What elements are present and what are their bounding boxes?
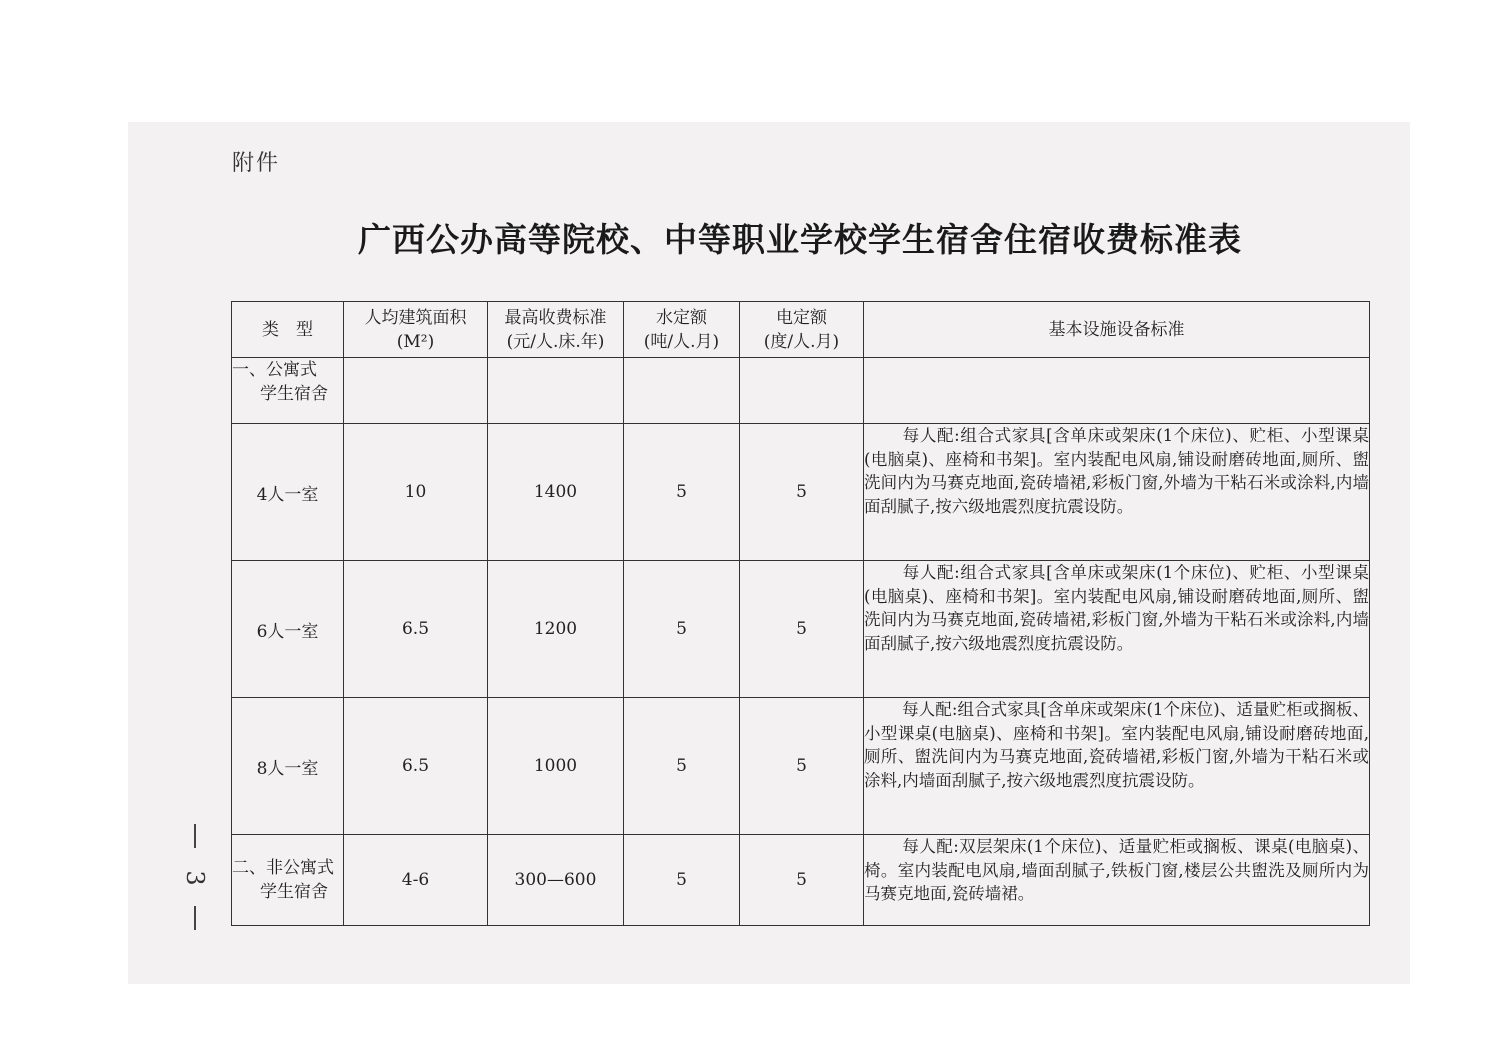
row-area: 10: [344, 424, 488, 561]
row-type: 4人一室: [232, 424, 344, 561]
row-power: 5: [740, 835, 864, 926]
row-water: 5: [624, 698, 740, 835]
row-fee: 1200: [488, 561, 624, 698]
header-row: [232, 302, 1370, 358]
page-number: [176, 824, 216, 934]
row-facilities: [864, 698, 1370, 835]
header-area: [344, 302, 488, 358]
row-area: 6.5: [344, 698, 488, 835]
row-fee: 1400: [488, 424, 624, 561]
row-water: 5: [624, 835, 740, 926]
row-facilities-text: 每人配:组合式家具[含单床或架床(1个床位)、贮柜、小型课桌(电脑桌)、座椅和书架]。室内装配电风扇,铺设耐磨砖地面,厕所、盥洗间内为马赛克地面,瓷砖墙裙,彩板门窗,外墙为干粘石米或涂料,内墙面刮腻子,按六级地震烈度抗震设防。: [864, 563, 1369, 653]
row-power: 5: [740, 561, 864, 698]
row-facilities: [864, 835, 1370, 926]
row-area: 6.5: [344, 561, 488, 698]
table-row: [232, 424, 1370, 561]
row-facilities-text: 每人配:双层架床(1个床位)、适量贮柜或搁板、课桌(电脑桌)、椅。室内装配电风扇,墙面刮腻子,铁板门窗,楼层公共盥洗及厕所内为马赛克地面,瓷砖墙裙。: [864, 837, 1369, 903]
empty-cell: [864, 358, 1370, 424]
row-facilities: [864, 561, 1370, 698]
header-area-unit: (M²): [396, 331, 435, 352]
table-row: [232, 835, 1370, 926]
section-non-apartment-label: [232, 835, 344, 926]
row-water: 5: [624, 561, 740, 698]
header-area-label: 人均建筑面积: [364, 307, 467, 328]
row-fee: 1000: [488, 698, 624, 835]
header-type: 类 型: [232, 302, 344, 358]
header-fee: [488, 302, 624, 358]
empty-cell: [740, 358, 864, 424]
section-apartment-line1: 一、公寓式: [232, 360, 317, 380]
row-fee: 300—600: [488, 835, 624, 926]
row-type: 6人一室: [232, 561, 344, 698]
empty-cell: [488, 358, 624, 424]
row-type: 8人一室: [232, 698, 344, 835]
row-power: 5: [740, 698, 864, 835]
header-water-label: 水定额: [656, 307, 707, 328]
section-non-apartment-line1: 二、非公寓式: [232, 858, 334, 878]
row-water: 5: [624, 424, 740, 561]
table-row: [232, 698, 1370, 835]
header-water-unit: (吨/人.月): [643, 331, 720, 352]
page-number-value: 3: [181, 870, 209, 886]
header-facilities: 基本设施设备标准: [864, 302, 1370, 358]
row-facilities-text: 每人配:组合式家具[含单床或架床(1个床位)、贮柜、小型课桌(电脑桌)、座椅和书架]。室内装配电风扇,铺设耐磨砖地面,厕所、盥洗间内为马赛克地面,瓷砖墙裙,彩板门窗,外墙为干粘石米或涂料,内墙面刮腻子,按六级地震烈度抗震设防。: [864, 426, 1369, 516]
page-title: 广西公办高等院校、中等职业学校学生宿舍住宿收费标准表: [358, 220, 1242, 259]
table-row: [232, 561, 1370, 698]
page-number-dash-bottom: [194, 906, 196, 930]
header-power-label: 电定额: [776, 307, 827, 328]
row-power: 5: [740, 424, 864, 561]
row-facilities-text: 每人配:组合式家具[含单床或架床(1个床位)、适量贮柜或搁板、小型课桌(电脑桌)、座椅和书架]。室内装配电风扇,铺设耐磨砖地面,厕所、盥洗间内为马赛克地面,瓷砖墙裙,彩板门窗,外墙为干粘石米或涂料,内墙面刮腻子,按六级地震烈度抗震设防。: [864, 700, 1369, 790]
section-non-apartment-line2: 学生宿舍: [260, 882, 328, 902]
row-area: 4-6: [344, 835, 488, 926]
header-fee-label: 最高收费标准: [504, 307, 607, 328]
page-number-dash-top: [194, 824, 196, 848]
header-power-unit: (度/人.月): [763, 331, 840, 352]
empty-cell: [344, 358, 488, 424]
header-water: [624, 302, 740, 358]
section-row-apartment: [232, 358, 1370, 424]
attachment-label: 附件: [232, 151, 281, 176]
section-apartment-line2: 学生宿舍: [260, 384, 328, 404]
empty-cell: [624, 358, 740, 424]
fee-standard-table: [231, 301, 1370, 926]
header-fee-unit: (元/人.床.年): [506, 331, 605, 352]
section-apartment-label: [232, 358, 344, 424]
row-facilities: [864, 424, 1370, 561]
header-power: [740, 302, 864, 358]
